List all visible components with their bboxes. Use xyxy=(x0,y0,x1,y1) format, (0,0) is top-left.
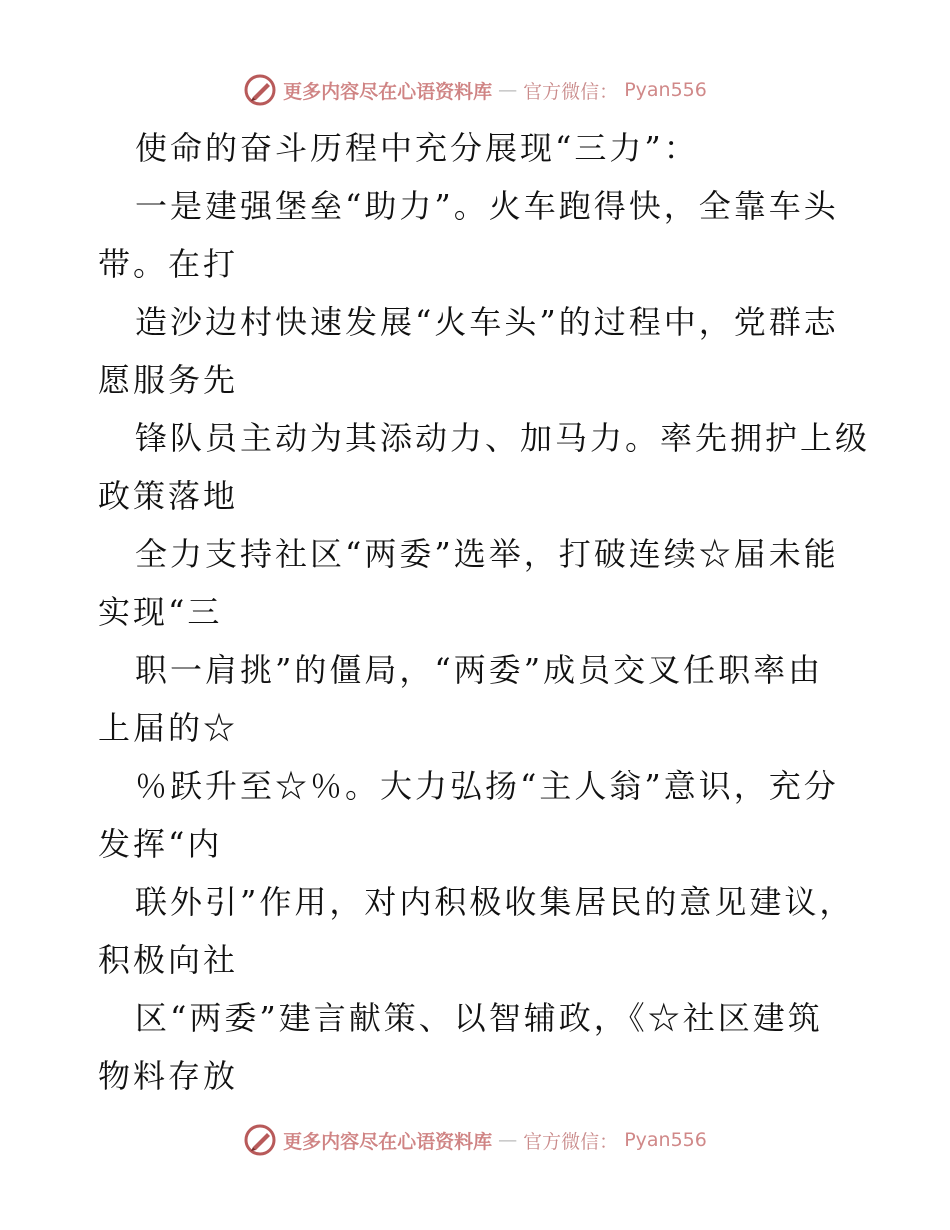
footer-watermark xyxy=(0,1120,950,1160)
text-line: 实现“三 xyxy=(98,593,223,631)
header-watermark xyxy=(0,70,950,110)
pen-logo-icon xyxy=(243,1123,277,1157)
pen-logo-icon xyxy=(243,73,277,107)
watermark-brand: Pyan556 xyxy=(624,1129,707,1151)
watermark-brand: Pyan556 xyxy=(624,79,707,101)
text-line: 发挥“内 xyxy=(98,825,223,863)
watermark-main-text: 更多内容尽在心语资料库 xyxy=(283,1130,493,1153)
text-line: 政策落地 xyxy=(98,477,239,515)
text-line: 联外引”作用，对内积极收集居民的意见建议， xyxy=(135,883,855,921)
watermark-main-text: 更多内容尽在心语资料库 xyxy=(283,80,493,103)
text-line: 积极向社 xyxy=(98,941,239,979)
watermark-separator: — xyxy=(498,1129,518,1151)
watermark-separator: — xyxy=(498,79,518,101)
text-line: 造沙边村快速发展“火车头”的过程中，党群志 xyxy=(135,303,839,341)
text-line: 一是建强堡垒“助力”。火车跑得快，全靠车头 xyxy=(135,187,839,225)
text-line: 物料存放 xyxy=(98,1057,239,1095)
text-line: 使命的奋斗历程中充分展现“三力”： xyxy=(135,129,699,167)
text-line: ％跃升至☆％。大力弘扬“主人翁”意识，充分 xyxy=(135,767,839,805)
text-line: 愿服务先 xyxy=(98,361,239,399)
watermark-tail-text: 官方微信： xyxy=(523,1130,619,1153)
text-line: 上届的☆ xyxy=(98,709,239,747)
text-line: 带。在打 xyxy=(98,245,239,283)
text-line: 职一肩挑”的僵局，“两委”成员交叉任职率由 xyxy=(135,651,824,689)
text-line: 锋队员主动为其添动力、加马力。率先拥护上级 xyxy=(135,419,871,457)
text-line: 全力支持社区“两委”选举，打破连续☆届未能 xyxy=(135,535,839,573)
text-line: 区“两委”建言献策、以智辅政，《☆社区建筑 xyxy=(135,999,823,1037)
watermark-tail-text: 官方微信： xyxy=(523,80,619,103)
